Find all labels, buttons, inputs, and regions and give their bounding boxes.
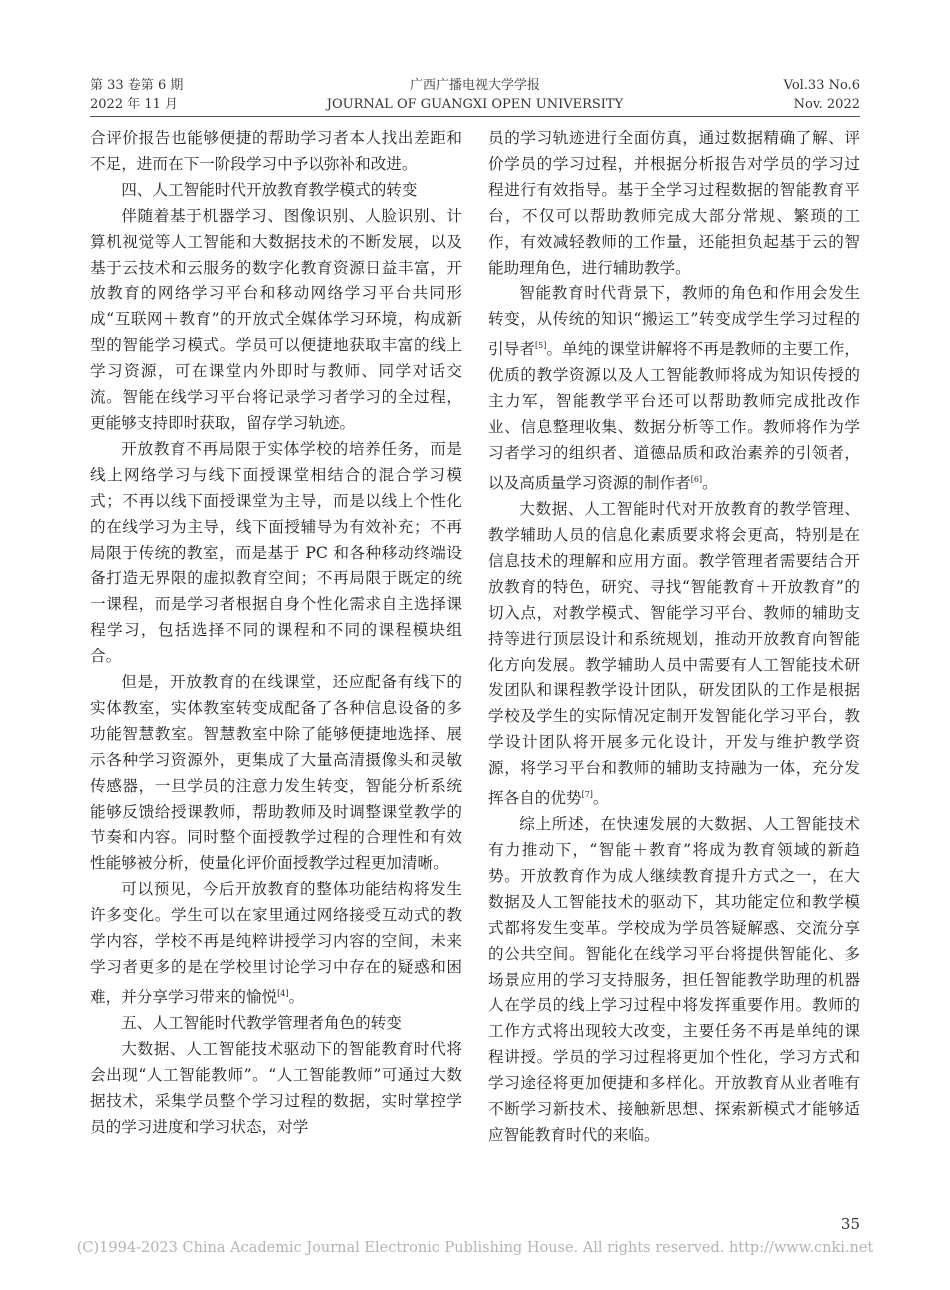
date-en: Nov. 2022 (793, 97, 860, 112)
paragraph-text: 可以预见，今后开放教育的整体功能结构将发生许多变化。学生可以在家里通过网络接受互动式的教学内容，学校不再是纯粹讲授学习内容的空间，未来学习者更多的是在学校里讨论学习中存在的疑惑和困难，并分享学习带来的愉悦 (90, 880, 462, 1007)
paragraph: 综上所述，在快速发展的大数据、人工智能技术有力推动下，“智能＋教育”将成为教育领域的新趋势。开放教育作为成人继续教育提升方式之一，在大数据及人工智能技术的驱动下，其功能定位和教学模式都将发生变革。学校成为学员答疑解惑、交流分享的公共空间。智能化在线学习平台将提供智能化、多场景应用的学习支持服务，担任智能教学助理的机器人在学员的线上学习过程中将发挥重要作用。教师的工作方式将出现较大改变，主要任务不再是单纯的课程讲授。学员的学习过程将更加个性化，学习方式和学习途径将更加便捷和多样化。开放教育从业者唯有不断学习新技术、接触新思想、探索新模式才能够适应智能教育时代的来临。 (488, 815, 860, 1144)
page-number: 35 (840, 1215, 860, 1233)
paragraph: 合评价报告也能够便捷的帮助学习者本人找出差距和不足，进而在下一阶段学习中予以弥补和改进。 (90, 129, 462, 173)
right-column (488, 126, 860, 1149)
paragraph (488, 497, 860, 812)
header-issue-info (90, 76, 183, 114)
issue-cn: 第 33 卷第 6 期 (90, 78, 184, 93)
paragraph: 大数据、人工智能技术驱动下的智能教育时代将会出现“人工智能教师”。“人工智能教师”可通过大数据技术，采集学员整个学习过程的数据，实时掌控学员的学习进度和学习状态，对学 (90, 1039, 462, 1136)
paragraph: 员的学习轨迹进行全面仿真，通过数据精确了解、评价学员的学习过程，并根据分析报告对学员的学习过程进行有效指导。基于全学习过程数据的智能教育平台，不仅可以帮助教师完成大部分常规、繁琐的工作，有效减轻教师的工作量，还能担负起基于云的智能助理角色，进行辅助教学。 (488, 129, 860, 277)
paragraph-text: 。 (702, 474, 718, 493)
copyright-footer: (C)1994-2023 China Academic Journal Electronic Publishing House. All rights reserved. http://www.cnki.net (76, 1240, 874, 1256)
header-divider (90, 116, 860, 117)
paragraph-text: 大数据、人工智能时代对开放教育的教学管理、教学辅助人员的信息化素质要求将会更高，特别是在信息技术的理解和应用方面。教学管理者需要结合开放教育的特色，研究、寻找“智能教育＋开放教育”的切入点，对教学模式、智能学习平台、教师的辅助支持等进行顶层设计和系统规划，推动开放教育向智能化方向发展。教学辅助人员中需要有人工智能技术研发团队和课程教学设计团队，研发团队的工作是根据学校及学生的实际情况定制开发智能化学习平台，教学设计团队将开展多元化设计，开发与维护教学资源，将学习平台和教师的辅助支持融为一体，充分发挥各自的优势 (488, 500, 860, 808)
date-cn: 2022 年 11 月 (90, 97, 179, 112)
citation-ref: [7] (581, 790, 593, 800)
paragraph: 伴随着基于机器学习、图像识别、人脸识别、计算机视觉等人工智能和大数据技术的不断发展，以及基于云技术和云服务的数字化教育资源日益丰富，开放教育的网络学习平台和移动网络学习平台共同形成“互联网＋教育”的开放式全媒体学习环境，构成新型的智能学习模式。学员可以便捷地获取丰富的线上学习资源，可在课堂内外即时与教师、同学对话交流。智能在线学习平台将记录学习者学习的全过程，更能够支持即时获取，留存学习轨迹。 (90, 206, 462, 432)
paragraph-text: 智能教育时代背景下，教师的角色和作用会发生转变，从传统的知识“搬运工”转变成学生学习过程的引导者 (488, 284, 860, 359)
citation-ref: [6] (690, 474, 703, 484)
paragraph (90, 877, 462, 1011)
paragraph-text: 。 (592, 789, 609, 808)
journal-title-en: JOURNAL OF GUANGXI OPEN UNIVERSITY (326, 97, 624, 112)
header-journal (290, 76, 660, 114)
paragraph: 但是，开放教育的在线课堂，还应配备有线下的实体教室，实体教室转变成配备了各种信息设备的多功能智慧教室。智慧教室中除了能够便捷地选择、展示各种学习资源外，更集成了大量高清摄像头和灵敏传感器，一旦学员的注意力发生转变，智能分析系统能够反馈给授课教师，帮助教师及时调整课堂教学的节奏和内容。同时整个面授教学过程的合理性和有效性能够被分析，使量化评价面授教学过程更加清晰。 (90, 673, 462, 873)
paragraph-text: 。 (288, 988, 305, 1007)
issue-en: Vol.33 No.6 (783, 78, 860, 93)
section-heading-5: 五、人工智能时代教学管理者角色的转变 (121, 1014, 402, 1032)
paragraph: 开放教育不再局限于实体学校的培养任务，而是线上网络学习与线下面授课堂相结合的混合学习模式；不再以线下面授课堂为主导，而是以线上个性化的在线学习为主导，线下面授辅导为有效补充；不再局限于传统的教室，而是基于 PC 和各种移动终端设备打造无界限的虚拟教育空间；不再局限于既定的统一课程，而是学习者根据自身个性化需求自主选择课程学习，包括选择不同的课程和不同的课程模块组合。 (90, 439, 462, 666)
left-column (90, 126, 462, 1141)
citation-ref: [5] (535, 341, 547, 351)
citation-ref: [4] (277, 988, 289, 998)
paragraph-text: 。单纯的课堂讲解将不再是教师的主要工作，优质的教学资源以及人工智能教师将成为知识传授的主力军，智能教学平台还可以帮助教师完成批改作业、信息整理收集、数据分析等工作。教师将作为学习者学习的组织者、道德品质和政治素养的引领者，以及高质量学习资源的制作者 (488, 340, 860, 493)
paragraph (488, 281, 860, 497)
section-heading-4: 四、人工智能时代开放教育教学模式的转变 (121, 180, 418, 199)
journal-title-cn: 广西广播电视大学学报 (409, 78, 540, 93)
header-volume-info (784, 76, 860, 114)
